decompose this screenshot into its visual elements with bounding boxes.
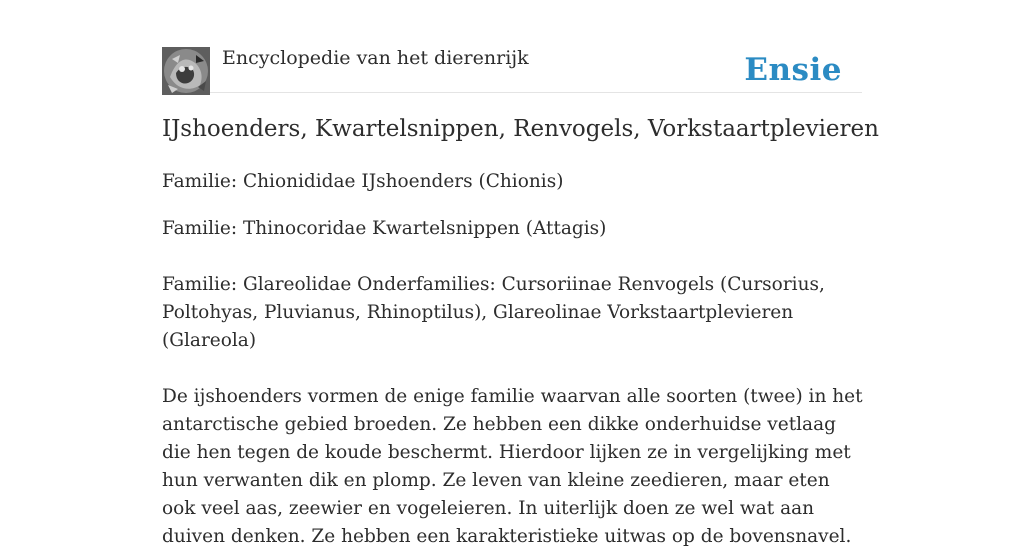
article-paragraph: Familie: Thinocoridae Kwartelsnippen (Attagis) xyxy=(162,218,607,239)
page-header xyxy=(162,46,862,93)
article-paragraph: De ijshoenders vormen de enige familie waarvan alle soorten (twee) in het antarctische gebied broeden. Ze hebben een dikke onderhuidse vetlaag die hen tegen de koude beschermt. Hierdoor lijken ze in vergelijking met hun verwanten dik en plomp. Ze leven van kleine zeedieren, maar eten ook veel aas, zeewier en vogeleieren. In uiterlijk doen ze wel wat aan duiven denken. Ze hebben een karakteristieke uitwas op de bovensnavel. xyxy=(162,386,863,547)
encyclopedia-avatar-icon[interactable] xyxy=(162,47,210,95)
avatar-image xyxy=(162,47,210,95)
article-paragraph: Familie: Chionididae IJshoenders (Chionis) xyxy=(162,171,564,192)
brand-logo[interactable]: Ensie xyxy=(744,52,842,88)
article-body xyxy=(162,168,867,551)
source-title[interactable]: Encyclopedie van het dierenrijk xyxy=(222,47,529,69)
article-paragraph: Familie: Glareolidae Onderfamilies: Cursoriinae Renvogels (Cursorius, Poltohyas, Pluvianus, Rhinoptilus), Glareolinae Vorkstaartplevieren (Glareola) xyxy=(162,274,825,351)
page-title: IJshoenders, Kwartelsnippen, Renvogels, Vorkstaartplevieren xyxy=(162,116,879,142)
